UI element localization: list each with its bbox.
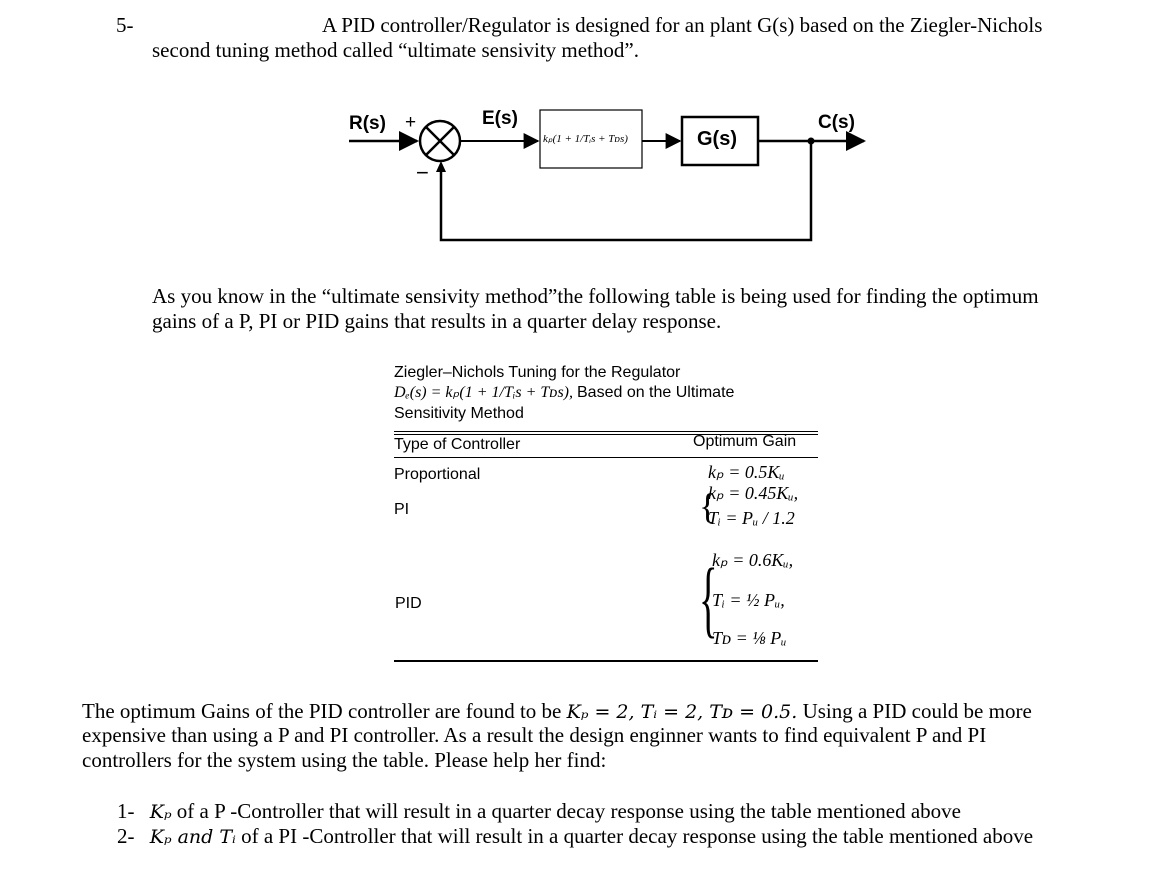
paragraph3-line1 <box>82 699 1032 724</box>
gain-pid-ti: Tᵢ = ½ Pᵤ, <box>712 590 785 610</box>
question-1-text: of a P -Controller that will result in a quarter decay response using the table mentioned above <box>176 799 961 823</box>
question-2 <box>117 824 1033 849</box>
question-1 <box>117 799 961 824</box>
input-label: R(s) <box>349 113 386 134</box>
plant-label: G(s) <box>697 128 737 150</box>
row-type-pid: PID <box>395 595 422 612</box>
gain-pid-kp: kₚ = 0.6Kᵤ, <box>712 550 794 570</box>
intro-line-1: A PID controller/Regulator is designed for an plant G(s) based on the Ziegler-Nichols <box>322 13 1043 37</box>
problem-number: 5- <box>116 13 134 37</box>
row-type-pi: PI <box>394 501 410 518</box>
table-title-line1: Ziegler–Nichols Tuning for the Regulator <box>394 364 681 381</box>
row-type-proportional: Proportional <box>394 466 481 483</box>
paragraph2-line2: gains of a P, PI or PID gains that results in a quarter delay response. <box>152 309 722 333</box>
question-1-var: Kₚ <box>149 801 172 823</box>
plus-sign: + <box>405 112 417 133</box>
col-header-gain: Optimum Gain <box>693 433 797 450</box>
table-title-formula: Dₑ(s) = kₚ(1 + 1/Tᵢs + Tᴅs), <box>394 384 573 401</box>
question-2-text: of a PI -Controller that will result in a quarter decay response using the table mentioned above <box>241 824 1034 848</box>
paragraph3-line3: controllers for the system using the table. Please help her find: <box>82 748 607 772</box>
output-label: C(s) <box>818 112 855 133</box>
pid-gain-values: Kₚ = 2, Tᵢ = 2, Tᴅ = 0.5. <box>566 701 798 723</box>
gain-pi-ti: Tᵢ = Pᵤ / 1.2 <box>708 508 795 528</box>
question-1-number: 1- <box>117 799 135 823</box>
table-title-tail: Based on the Ultimate <box>577 384 735 401</box>
paragraph3-line1-b: Using a PID could be more <box>802 699 1032 723</box>
brace-pid-icon: { <box>699 550 718 646</box>
feedback-arrowhead <box>436 161 446 172</box>
table-title-line2 <box>394 382 734 402</box>
gain-pid-td: Tᴅ = ⅛ Pᵤ <box>712 628 787 648</box>
controller-label: kₚ(1 + 1/Tᵢs + Tᴅs) <box>543 133 628 145</box>
gain-pi-kp: kₚ = 0.45Kᵤ, <box>708 483 799 503</box>
error-label: E(s) <box>482 108 518 129</box>
question-2-var: Kₚ and Tᵢ <box>149 826 236 848</box>
brace-pi-icon: { <box>699 486 717 526</box>
paragraph2-line1: As you know in the “ultimate sensivity method”the following table is being used for finding the optimum <box>152 284 1039 308</box>
summing-junction-icon <box>420 121 460 161</box>
paragraph3-line2: expensive than using a P and PI controller. As a result the design enginner wants to find equivalent P and PI <box>82 723 987 747</box>
intro-line-2: second tuning method called “ultimate sensivity method”. <box>152 38 639 62</box>
table-rule-header <box>394 457 818 458</box>
col-header-type: Type of Controller <box>394 436 521 453</box>
minus-sign: − <box>416 160 429 185</box>
gain-p-kp: kₚ = 0.5Kᵤ <box>708 462 785 482</box>
question-2-number: 2- <box>117 824 135 848</box>
table-title-line3: Sensitivity Method <box>394 405 524 422</box>
table-rule-bottom <box>394 660 818 662</box>
table-rule-top <box>394 431 818 432</box>
paragraph3-line1-a: The optimum Gains of the PID controller are found to be <box>82 699 562 723</box>
